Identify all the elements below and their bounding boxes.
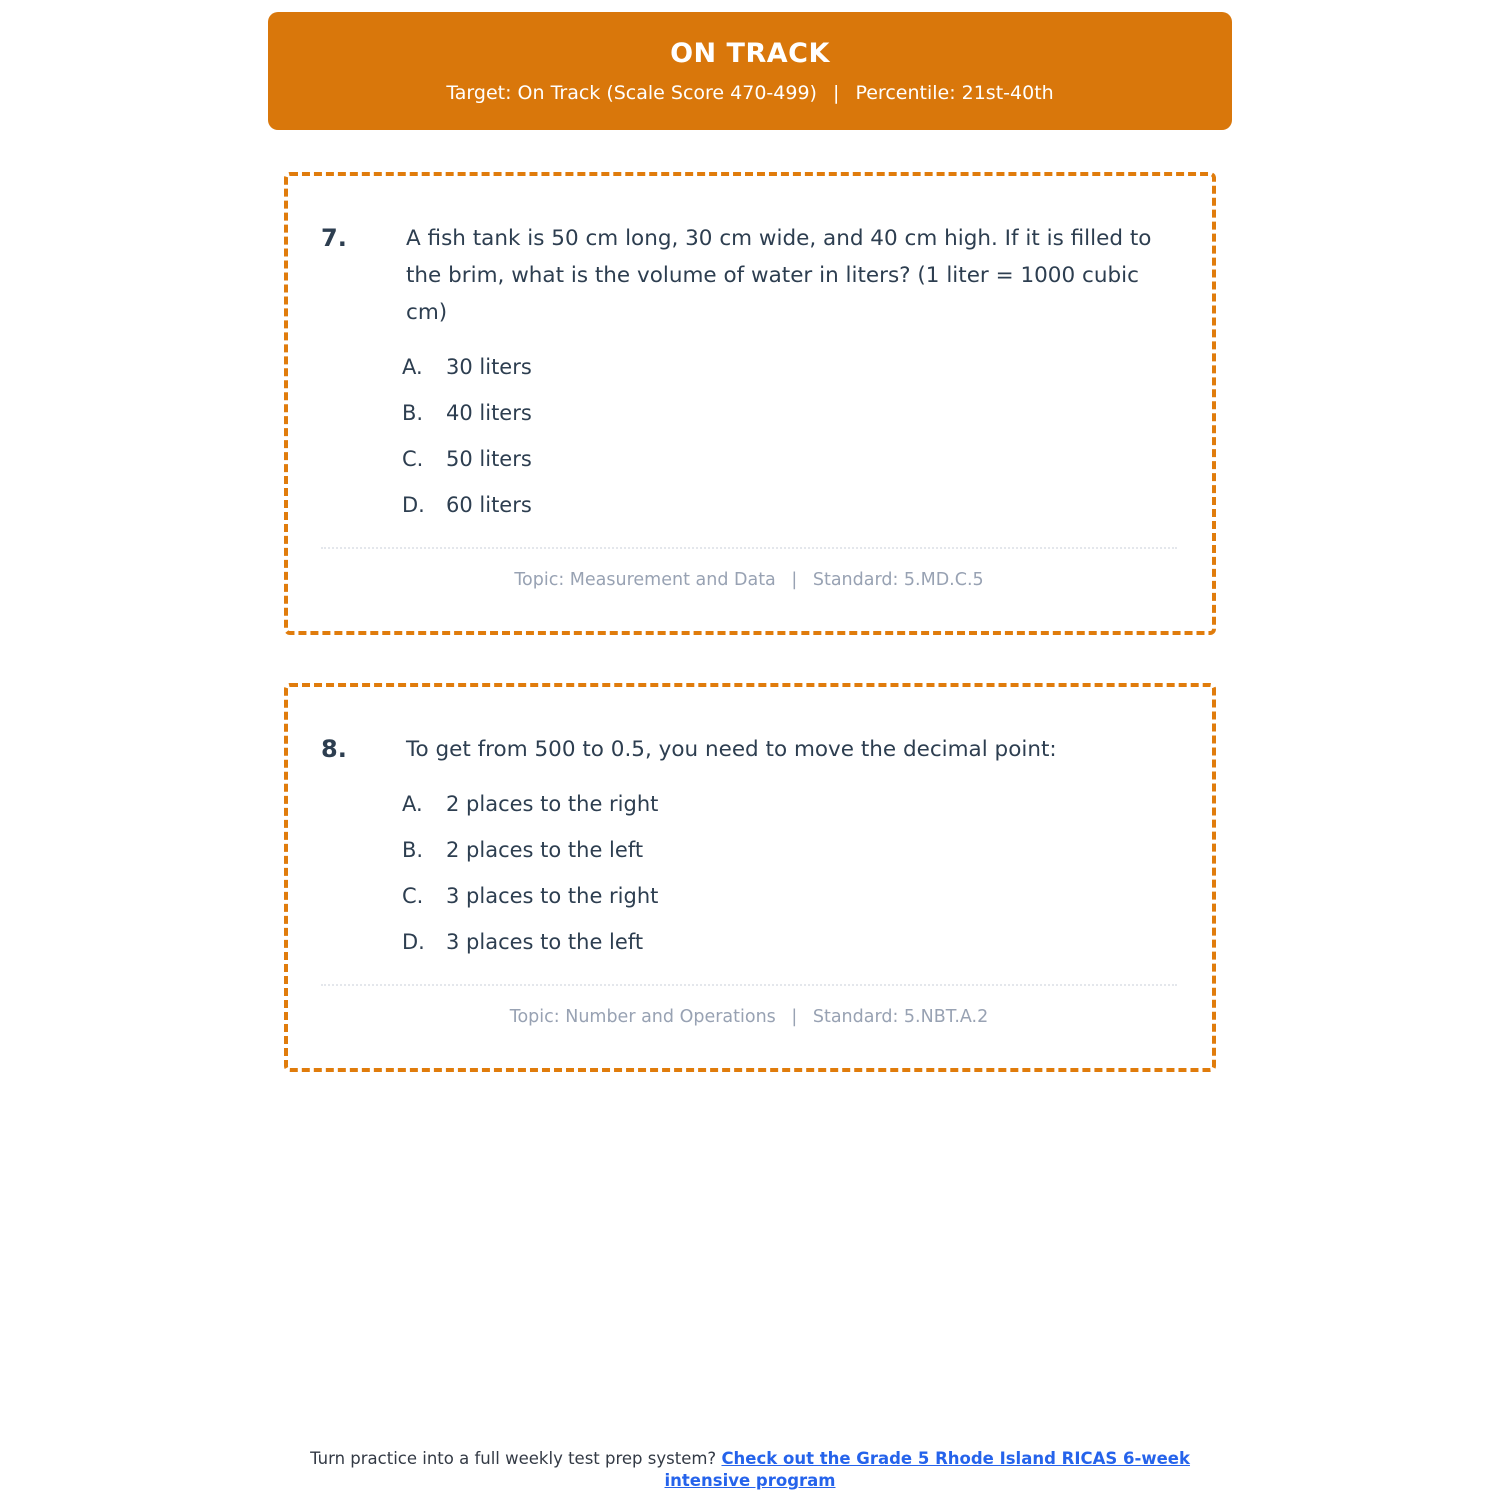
question-8-topic: Topic: Number and Operations	[509, 1007, 776, 1027]
question-7-topic-separator: |	[791, 570, 798, 590]
banner-target-label: Target: On Track (Scale Score 470-499)	[446, 82, 817, 104]
banner-subtitle	[268, 81, 1232, 105]
banner-percentile-label: Percentile: 21st-40th	[855, 82, 1054, 104]
footer-program-link[interactable]: Check out the Grade 5 Rhode Island RICAS 6-week intensive program	[664, 1449, 1190, 1490]
option-7-d-letter: D.	[402, 493, 425, 517]
option-8-b-letter: B.	[402, 838, 424, 862]
question-7-row	[321, 220, 1177, 331]
option-8-a-text: 2 places to the right	[446, 792, 659, 816]
footer	[0, 1448, 1500, 1492]
option-8-a-letter: A.	[402, 792, 423, 816]
option-7-a-text: 30 liters	[446, 355, 532, 379]
option-8-c	[402, 884, 1177, 908]
question-8-topic-separator: |	[791, 1007, 798, 1027]
option-7-c	[402, 447, 1177, 471]
option-8-d-letter: D.	[402, 930, 425, 954]
question-8-row	[321, 731, 1177, 768]
question-7-text: A fish tank is 50 cm long, 30 cm wide, and 40 cm high. If it is filled to the brim, what is the volume of water in liters? (1 liter = 1000 cubic cm)	[406, 226, 1152, 325]
option-8-c-letter: C.	[402, 884, 424, 908]
question-8-text: To get from 500 to 0.5, you need to move the decimal point:	[406, 737, 1057, 762]
option-7-c-letter: C.	[402, 447, 424, 471]
option-8-b	[402, 838, 1177, 862]
question-7-topic-line	[321, 569, 1177, 591]
banner-separator: |	[833, 82, 840, 104]
question-7-standard: Standard: 5.MD.C.5	[812, 570, 984, 590]
question-8-standard: Standard: 5.NBT.A.2	[812, 1007, 989, 1027]
question-7-topic: Topic: Measurement and Data	[514, 570, 776, 590]
option-7-c-text: 50 liters	[446, 447, 532, 471]
option-7-b	[402, 401, 1177, 425]
footer-prefix: Turn practice into a full weekly test prep system?	[310, 1449, 717, 1468]
footer-text	[295, 1448, 1205, 1492]
option-7-b-letter: B.	[402, 401, 424, 425]
banner-title: ON TRACK	[670, 38, 830, 69]
option-8-c-text: 3 places to the right	[446, 884, 659, 908]
question-card-8	[284, 683, 1216, 1072]
question-7-divider	[321, 547, 1177, 549]
question-7-options	[402, 355, 1177, 517]
option-8-d-text: 3 places to the left	[446, 930, 644, 954]
option-7-a-letter: A.	[402, 355, 423, 379]
question-7-number: 7.	[321, 224, 347, 252]
question-8-options	[402, 792, 1177, 954]
option-7-d	[402, 493, 1177, 517]
option-8-b-text: 2 places to the left	[446, 838, 644, 862]
question-card-7	[284, 172, 1216, 635]
option-7-b-text: 40 liters	[446, 401, 532, 425]
on-track-banner	[268, 12, 1232, 130]
option-7-a	[402, 355, 1177, 379]
question-8-divider	[321, 984, 1177, 986]
option-7-d-text: 60 liters	[446, 493, 532, 517]
option-8-a	[402, 792, 1177, 816]
question-8-number: 8.	[321, 735, 347, 763]
question-8-topic-line	[321, 1006, 1177, 1028]
option-8-d	[402, 930, 1177, 954]
